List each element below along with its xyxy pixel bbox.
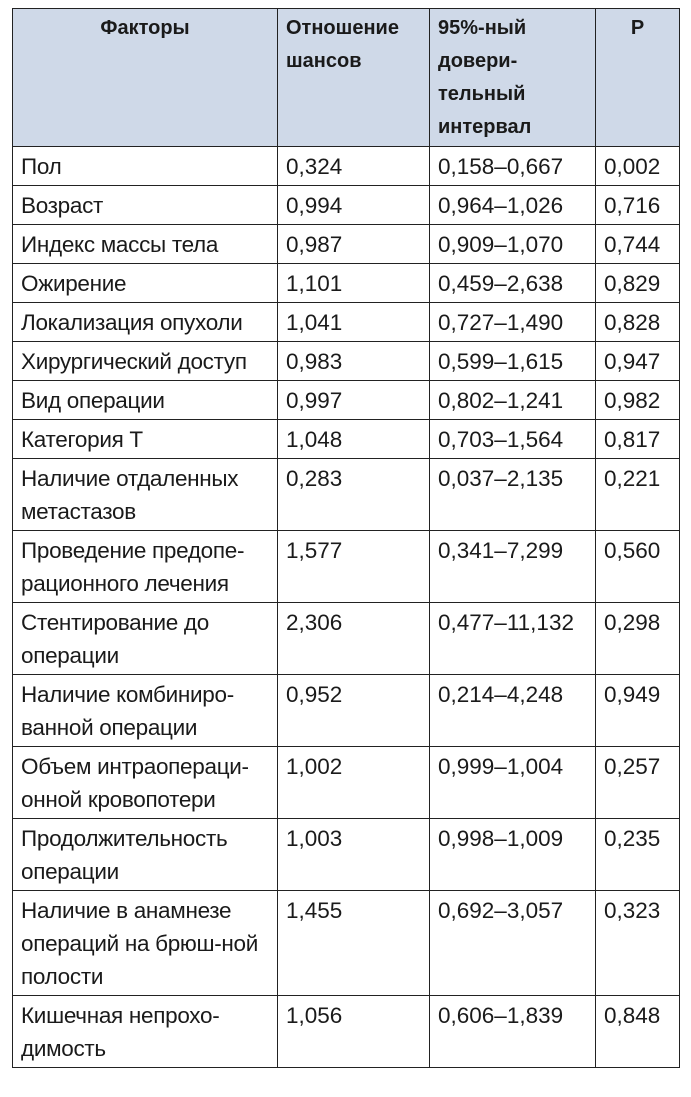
cell-p-value: 0,947	[596, 342, 680, 381]
cell-confidence-interval: 0,703–1,564	[430, 420, 596, 459]
cell-factor: Локализация опухоли	[13, 303, 278, 342]
odds-ratio-table	[12, 8, 680, 1068]
table-row	[13, 531, 680, 603]
cell-factor: Вид операции	[13, 381, 278, 420]
header-confidence-interval: 95%-ный довери-тельный интервал	[430, 9, 596, 147]
cell-confidence-interval: 0,606–1,839	[430, 996, 596, 1068]
cell-p-value: 0,848	[596, 996, 680, 1068]
cell-p-value: 0,982	[596, 381, 680, 420]
cell-p-value: 0,257	[596, 747, 680, 819]
table-row	[13, 420, 680, 459]
cell-confidence-interval: 0,802–1,241	[430, 381, 596, 420]
cell-confidence-interval: 0,214–4,248	[430, 675, 596, 747]
cell-odds-ratio: 0,987	[278, 225, 430, 264]
cell-factor: Кишечная непрохо-димость	[13, 996, 278, 1068]
cell-odds-ratio: 0,283	[278, 459, 430, 531]
table-row	[13, 225, 680, 264]
cell-odds-ratio: 1,041	[278, 303, 430, 342]
cell-factor: Категория Т	[13, 420, 278, 459]
cell-confidence-interval: 0,998–1,009	[430, 819, 596, 891]
cell-odds-ratio: 0,997	[278, 381, 430, 420]
cell-p-value: 0,829	[596, 264, 680, 303]
cell-confidence-interval: 0,999–1,004	[430, 747, 596, 819]
table-row	[13, 303, 680, 342]
cell-factor: Объем интраопераци-онной кровопотери	[13, 747, 278, 819]
cell-factor: Ожирение	[13, 264, 278, 303]
cell-confidence-interval: 0,909–1,070	[430, 225, 596, 264]
cell-confidence-interval: 0,037–2,135	[430, 459, 596, 531]
cell-p-value: 0,817	[596, 420, 680, 459]
cell-p-value: 0,716	[596, 186, 680, 225]
cell-factor: Проведение предопе-рационного лечения	[13, 531, 278, 603]
table-row	[13, 996, 680, 1068]
cell-confidence-interval: 0,599–1,615	[430, 342, 596, 381]
cell-confidence-interval: 0,341–7,299	[430, 531, 596, 603]
cell-odds-ratio: 0,324	[278, 147, 430, 186]
header-factors: Факторы	[13, 9, 278, 147]
cell-confidence-interval: 0,727–1,490	[430, 303, 596, 342]
cell-factor: Продолжительность операции	[13, 819, 278, 891]
cell-p-value: 0,002	[596, 147, 680, 186]
table-row	[13, 747, 680, 819]
cell-odds-ratio: 0,952	[278, 675, 430, 747]
table-row	[13, 603, 680, 675]
cell-factor: Стентирование до операции	[13, 603, 278, 675]
cell-odds-ratio: 1,048	[278, 420, 430, 459]
header-row	[13, 9, 680, 147]
table-row	[13, 264, 680, 303]
cell-odds-ratio: 0,994	[278, 186, 430, 225]
cell-confidence-interval: 0,964–1,026	[430, 186, 596, 225]
header-p-value: Р	[596, 9, 680, 147]
cell-p-value: 0,235	[596, 819, 680, 891]
cell-odds-ratio: 1,003	[278, 819, 430, 891]
cell-factor: Пол	[13, 147, 278, 186]
cell-confidence-interval: 0,477–11,132	[430, 603, 596, 675]
header-odds-ratio: Отношение шансов	[278, 9, 430, 147]
table-row	[13, 381, 680, 420]
cell-factor: Возраст	[13, 186, 278, 225]
cell-odds-ratio: 1,577	[278, 531, 430, 603]
cell-p-value: 0,744	[596, 225, 680, 264]
table-container	[12, 8, 679, 1068]
table-row	[13, 342, 680, 381]
table-row	[13, 186, 680, 225]
table-row	[13, 459, 680, 531]
cell-odds-ratio: 1,455	[278, 891, 430, 996]
cell-factor: Хирургический доступ	[13, 342, 278, 381]
cell-confidence-interval: 0,459–2,638	[430, 264, 596, 303]
cell-p-value: 0,949	[596, 675, 680, 747]
cell-p-value: 0,323	[596, 891, 680, 996]
cell-odds-ratio: 2,306	[278, 603, 430, 675]
table-body	[13, 147, 680, 1068]
cell-p-value: 0,560	[596, 531, 680, 603]
cell-odds-ratio: 1,101	[278, 264, 430, 303]
cell-factor: Наличие в анамнезе операций на брюш-ной полости	[13, 891, 278, 996]
cell-p-value: 0,221	[596, 459, 680, 531]
table-row	[13, 675, 680, 747]
cell-confidence-interval: 0,692–3,057	[430, 891, 596, 996]
table-row	[13, 891, 680, 996]
table-row	[13, 147, 680, 186]
table-row	[13, 819, 680, 891]
cell-p-value: 0,298	[596, 603, 680, 675]
cell-p-value: 0,828	[596, 303, 680, 342]
cell-odds-ratio: 1,056	[278, 996, 430, 1068]
cell-factor: Индекс массы тела	[13, 225, 278, 264]
cell-odds-ratio: 1,002	[278, 747, 430, 819]
cell-confidence-interval: 0,158–0,667	[430, 147, 596, 186]
cell-factor: Наличие отдаленных метастазов	[13, 459, 278, 531]
cell-factor: Наличие комбиниро-ванной операции	[13, 675, 278, 747]
cell-odds-ratio: 0,983	[278, 342, 430, 381]
